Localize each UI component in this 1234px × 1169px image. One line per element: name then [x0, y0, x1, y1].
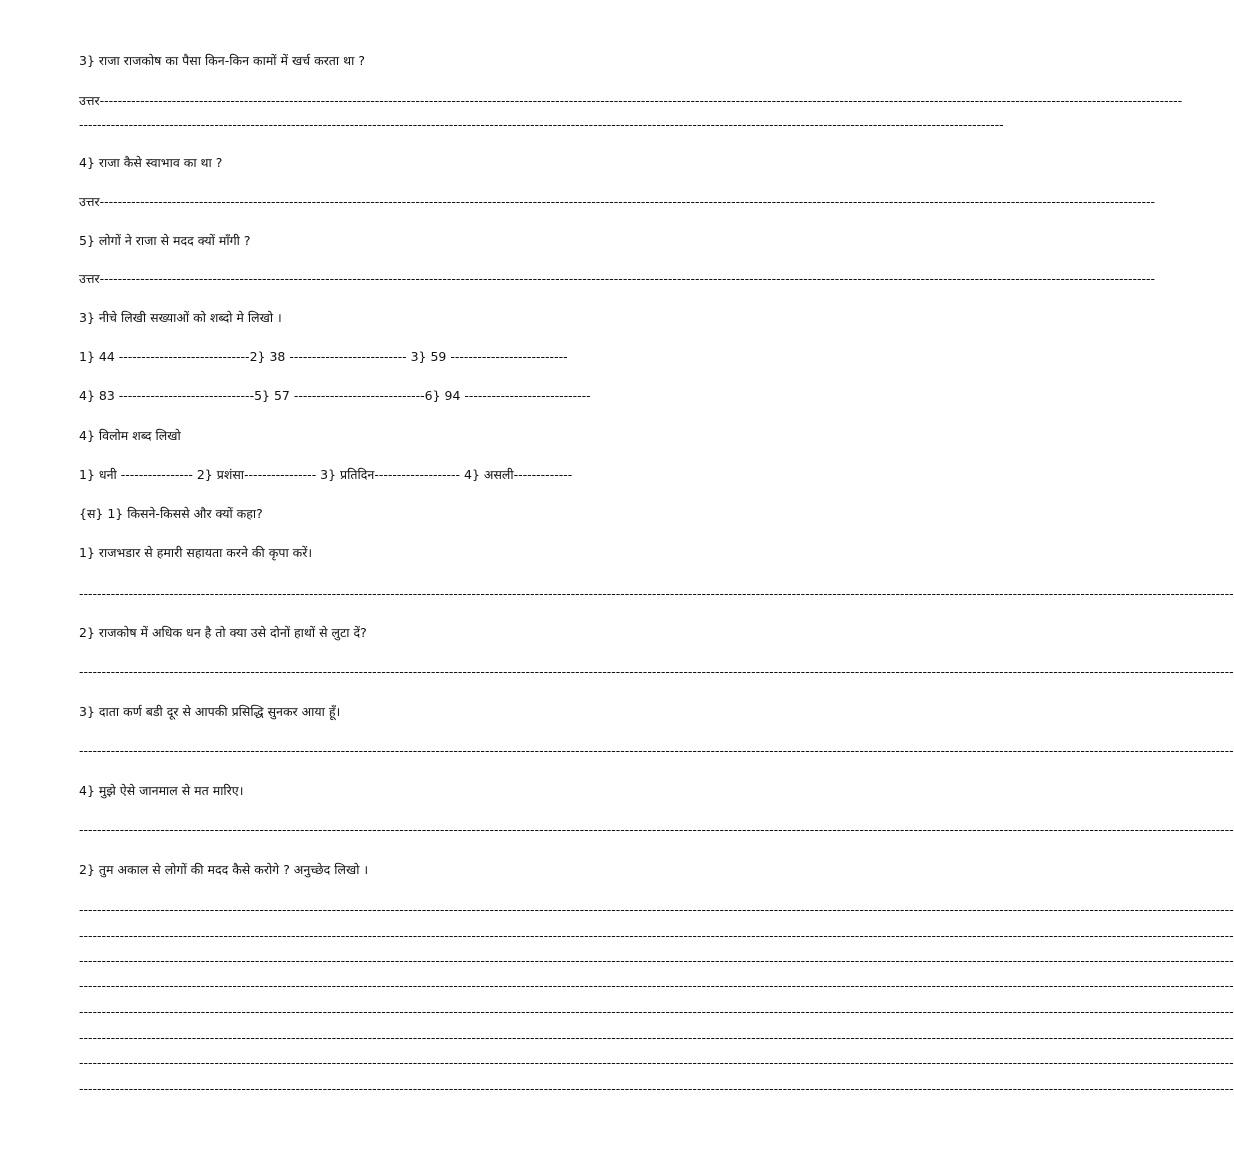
answer-line: ----------------------------------------------------------------------------------------------------------------------------------------------------------------------------------------------------------------------------------------------------------------	[79, 586, 1234, 601]
question-madad: 5} लोगों ने राजा से मदद क्यों माँगी ?	[79, 233, 251, 248]
quote-2: 2} राजकोष में अधिक धन है तो क्या उसे दोनों हाथों से लुटा दें?	[79, 625, 367, 640]
numbers-row-2: 4} 83 ------------------------------5} 57 -----------------------------6} 94 ----------------------------	[79, 388, 591, 403]
question-raja-swabhav: 4} राजा कैसे स्वाभाव का था ?	[79, 155, 223, 170]
writing-line: ----------------------------------------------------------------------------------------------------------------------------------------------------------------------------------------------------------------------------------------------------------------	[79, 902, 1234, 917]
answer-line: उत्तर------------------------------------------------------------------------------------------------------------------------------------------------------------------------------------------------------------------------------------------	[79, 271, 1156, 286]
answer-line: उत्तर------------------------------------------------------------------------------------------------------------------------------------------------------------------------------------------------------------------------------------------	[79, 194, 1156, 209]
section-heading-who-said: {स} 1} किसने-किससे और क्यों कहा?	[79, 506, 263, 521]
answer-line: ----------------------------------------------------------------------------------------------------------------------------------------------------------------------------------------------------------------------------------------------------------------	[79, 743, 1234, 758]
writing-line: ----------------------------------------------------------------------------------------------------------------------------------------------------------------------------------------------------------------------------------------------------------------	[79, 978, 1234, 993]
question-paragraph: 2} तुम अकाल से लोगों की मदद कैसे करोगे ? अनुच्छेद लिखो ।	[79, 862, 369, 877]
writing-line: ----------------------------------------------------------------------------------------------------------------------------------------------------------------------------------------------------------------------------------------------------------------	[79, 953, 1234, 968]
writing-line: ----------------------------------------------------------------------------------------------------------------------------------------------------------------------------------------------------------------------------------------------------------------	[79, 928, 1234, 943]
answer-line: ----------------------------------------------------------------------------------------------------------------------------------------------------------------------------------------------------------------------------------------------------------------	[79, 822, 1234, 837]
writing-line: ----------------------------------------------------------------------------------------------------------------------------------------------------------------------------------------------------------------------------------------------------------------	[79, 1081, 1234, 1096]
quote-3: 3} दाता कर्ण बडी दूर से आपकी प्रसिद्धि सुनकर आया हूँ।	[79, 704, 341, 719]
writing-line: ----------------------------------------------------------------------------------------------------------------------------------------------------------------------------------------------------------------------------------------------------------------	[79, 1030, 1234, 1045]
quote-4: 4} मुझे ऐसे जानमाल से मत मारिए।	[79, 783, 244, 798]
question-rajkosh-kharch: 3} राजा राजकोष का पैसा किन-किन कामों में खर्च करता था ?	[79, 53, 365, 68]
quote-1: 1} राजभडार से हमारी सहायता करने की कृपा करें।	[79, 545, 313, 560]
antonyms-row: 1} धनी ---------------- 2} प्रशंसा---------------- 3} प्रतिदिन------------------- 4} असली-------------	[79, 467, 573, 482]
numbers-row-1: 1} 44 -----------------------------2} 38 -------------------------- 3} 59 --------------------------	[79, 349, 568, 364]
writing-line: ----------------------------------------------------------------------------------------------------------------------------------------------------------------------------------------------------------------------------------------------------------------	[79, 1004, 1234, 1019]
answer-line: उत्तर------------------------------------------------------------------------------------------------------------------------------------------------------------------------------------------------------------------------------------------------	[79, 93, 1183, 108]
section-heading-antonyms: 4} विलोम शब्द लिखो	[79, 428, 181, 443]
answer-line: ----------------------------------------------------------------------------------------------------------------------------------------------------------------------------------------------------------------------------------------------------------------	[79, 664, 1234, 679]
writing-line: ----------------------------------------------------------------------------------------------------------------------------------------------------------------------------------------------------------------------------------------------------------------	[79, 1055, 1234, 1070]
section-heading-numbers: 3} नीचे लिखी सख्याओं को शब्दो मे लिखो ।	[79, 310, 282, 325]
answer-line: -------------------------------------------------------------------------------------------------------------------------------------------------------------------------------------------------------------	[79, 117, 1004, 132]
